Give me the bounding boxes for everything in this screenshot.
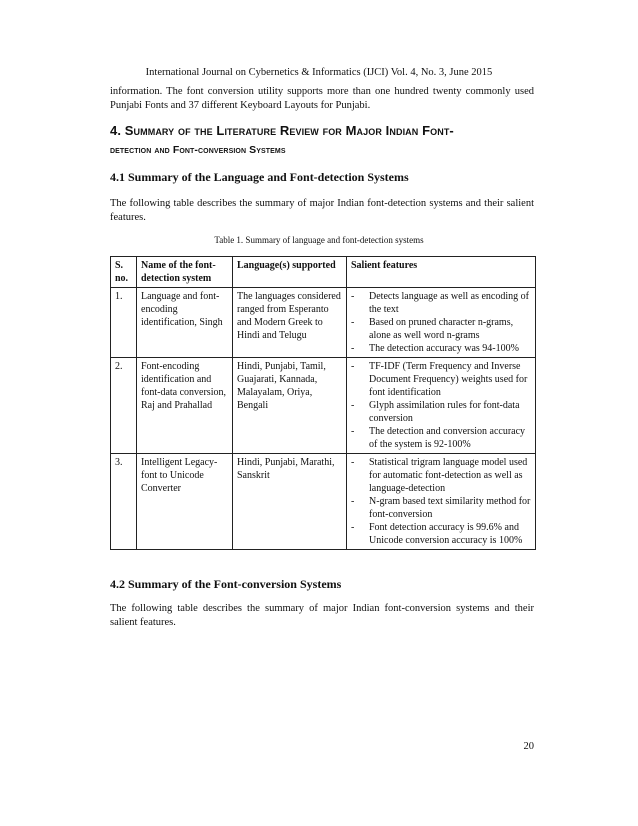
header-system-name: Name of the font-detection system — [137, 257, 233, 288]
header-features: Salient features — [347, 257, 536, 288]
cell-sno: 1. — [111, 288, 137, 358]
feature-item: - Detects language as well as encoding of the text — [351, 290, 531, 316]
table-header-row — [111, 257, 536, 288]
cell-features — [347, 358, 536, 454]
section-4-heading-line1: 4. Summary of the Literature Review for Major Indian Font- — [110, 123, 454, 138]
feature-item: - TF-IDF (Term Frequency and Inverse Document Frequency) weights used for font identification — [351, 360, 531, 399]
feature-list — [351, 290, 531, 355]
cell-sno: 3. — [111, 454, 137, 550]
feature-item: - Statistical trigram language model used for automatic font-detection as well as language-detection — [351, 456, 531, 495]
feature-item: - N-gram based text similarity method for font-conversion — [351, 495, 531, 521]
section-4-2-heading: 4.2 Summary of the Font-conversion Systems — [110, 577, 342, 591]
page-number: 20 — [523, 741, 534, 752]
table-row — [111, 454, 536, 550]
section-4-2-paragraph: The following table describes the summary of major Indian font-conversion systems and their salient features. — [110, 603, 534, 628]
header-languages: Language(s) supported — [233, 257, 347, 288]
cell-system-name: Intelligent Legacy-font to Unicode Converter — [137, 454, 233, 550]
table-row — [111, 358, 536, 454]
cell-languages: Hindi, Punjabi, Marathi, Sanskrit — [233, 454, 347, 550]
table-1 — [110, 256, 536, 550]
feature-item: - The detection accuracy was 94-100% — [351, 342, 531, 355]
cell-system-name: Language and font-encoding identification, Singh — [137, 288, 233, 358]
section-4-1-heading: 4.1 Summary of the Language and Font-detection Systems — [110, 170, 409, 184]
feature-item: - Font detection accuracy is 99.6% and Unicode conversion accuracy is 100% — [351, 521, 531, 547]
running-header: International Journal on Cybernetics & Informatics (IJCI) Vol. 4, No. 3, June 2015 — [145, 67, 493, 78]
section-4-heading — [110, 122, 540, 159]
feature-item: - The detection and conversion accuracy of the system is 92-100% — [351, 425, 531, 451]
feature-list — [351, 360, 531, 451]
intro-paragraph: information. The font conversion utility supports more than one hundred twenty commonly used Punjabi Fonts and 37 different Keyboard Layouts for Punjabi. — [110, 86, 534, 111]
cell-features — [347, 454, 536, 550]
cell-sno: 2. — [111, 358, 137, 454]
section-4-1-paragraph: The following table describes the summary of major Indian font-detection systems and their salient features. — [110, 198, 534, 223]
header-sno: S. no. — [111, 257, 137, 288]
cell-languages: The languages considered ranged from Esperanto and Modern Greek to Hindi and Telugu — [233, 288, 347, 358]
section-4-heading-line2: detection and Font-conversion Systems — [110, 144, 286, 156]
table-row — [111, 288, 536, 358]
cell-system-name: Font-encoding identification and font-data conversion, Raj and Prahallad — [137, 358, 233, 454]
cell-languages: Hindi, Punjabi, Tamil, Guajarati, Kannada, Malayalam, Oriya, Bengali — [233, 358, 347, 454]
cell-features — [347, 288, 536, 358]
feature-list — [351, 456, 531, 547]
table-1-caption: Table 1. Summary of language and font-detection systems — [214, 235, 424, 245]
feature-item: - Glyph assimilation rules for font-data conversion — [351, 399, 531, 425]
feature-item: - Based on pruned character n-grams, alone as well word n-grams — [351, 316, 531, 342]
